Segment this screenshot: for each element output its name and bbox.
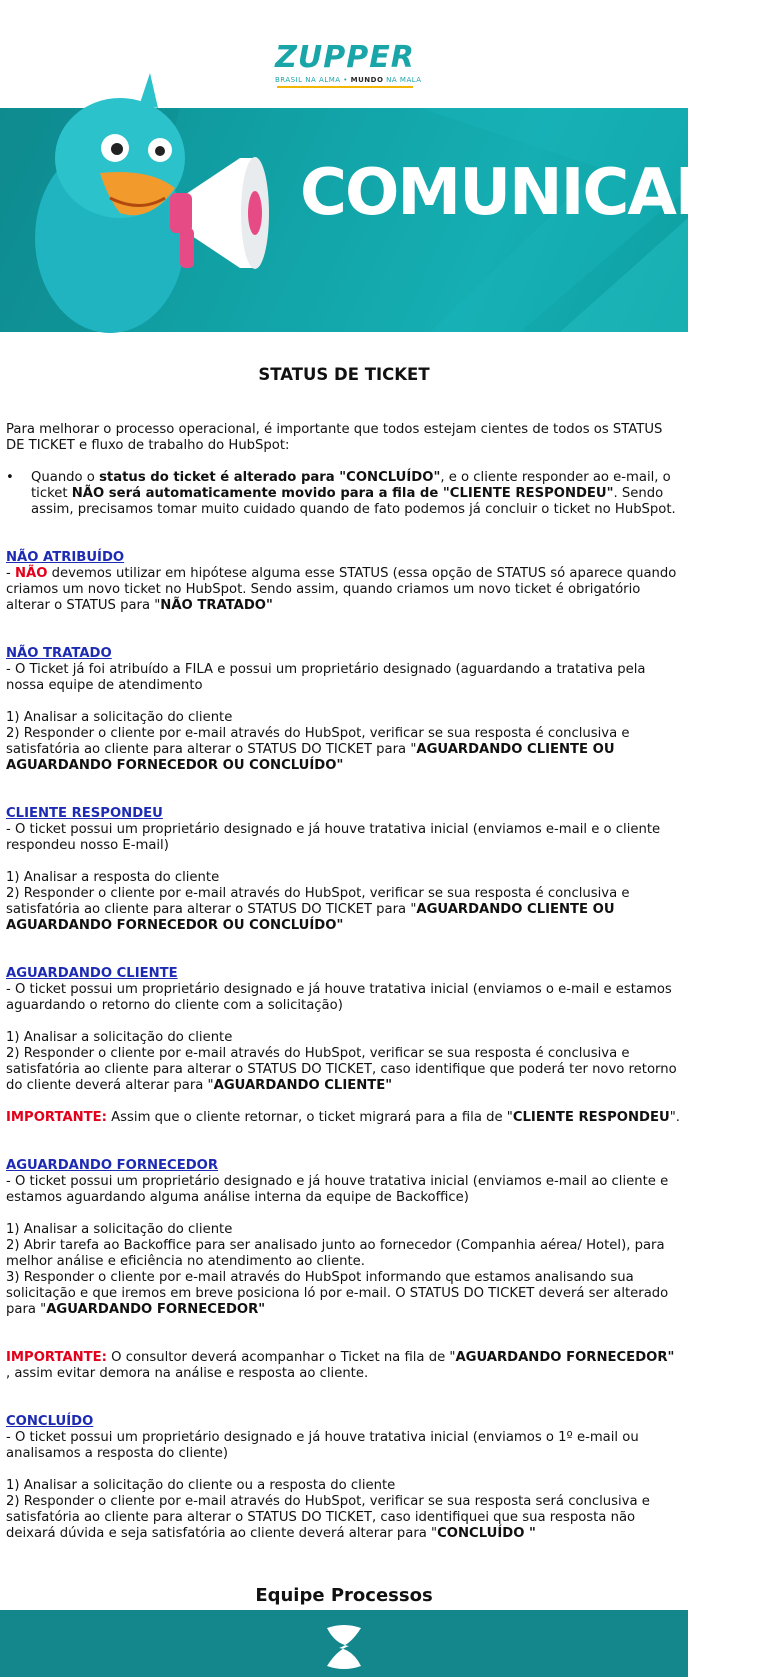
page-title: STATUS DE TICKET [258,365,430,384]
zupper-logo[interactable] [275,40,422,88]
concluido-step-2: 2) Responder o cliente por e-mail através do HubSpot, verificar se sua resposta será conclusiva e satisfatória ao cliente para alterar o STATUS DO TICKET, caso identifiquei que sua resposta não deixará dúvida e seja satisfatória ao cliente deverá alterar para "CONCLUÍDO " [6,1494,650,1541]
heading-nao-atribuido[interactable]: NÃO ATRIBUÍDO [6,550,125,565]
nao-tratado-step-2: 2) Responder o cliente por e-mail através do HubSpot, verificar se sua resposta é conclusiva e satisfatória ao cliente para alterar o STATUS DO TICKET para "AGUARDANDO CLIENTE OU AGUARDANDO FORNECEDOR OU CONCLUÍDO" [6,726,630,773]
nao-atribuido-text: - NÃO devemos utilizar em hipótese alguma esse STATUS (essa opção de STATUS só aparece quando criamos um novo ticket no HubSpot. Sendo assim, quando criamos um novo ticket é obrigatório alterar o STATUS para "NÃO TRATADO" [6,566,677,613]
announcement-banner [0,108,778,332]
logo-underline [277,86,413,88]
cliente-respondeu-step-2: 2) Responder o cliente por e-mail através do HubSpot, verificar se sua resposta é conclusiva e satisfatória ao cliente para alterar o STATUS DO TICKET para "AGUARDANDO CLIENTE OU AGUARDANDO FORNECEDOR OU CONCLUÍDO" [6,886,630,933]
aguardando-cliente-step-1: 1) Analisar a solicitação do cliente [6,1030,233,1045]
aguardando-cliente-important: IMPORTANTE: Assim que o cliente retornar, o ticket migrará para a fila de "CLIENTE RESPONDEU". [6,1110,680,1125]
zupper-z-logo-icon[interactable] [321,1622,367,1672]
cliente-respondeu-step-1: 1) Analisar a resposta do cliente [6,870,220,885]
heading-aguardando-cliente[interactable]: AGUARDANDO CLIENTE [6,966,178,981]
aguardando-fornecedor-step-2: 2) Abrir tarefa ao Backoffice para ser analisado junto ao fornecedor (Companhia aérea/ Hotel), para melhor análise e eficiência no atendimento ao cliente. [6,1238,665,1269]
concluido-desc: - O ticket possui um proprietário designado e já houve tratativa inicial (enviamos o 1º e-mail ou analisamos a resposta do cliente) [6,1430,639,1461]
aguardando-fornecedor-desc: - O ticket possui um proprietário designado e já houve tratativa inicial (enviamos e-mail ao cliente e estamos aguardando alguma análise interna da equipe de Backoffice) [6,1174,669,1205]
footer [0,1610,688,1677]
aguardando-fornecedor-step-3: 3) Responder o cliente por e-mail através do HubSpot informando que estamos analisando sua solicitação e que iremos em breve posiciona ló por e-mail. O STATUS DO TICKET deverá ser alterado para "AGUARDANDO FORNECEDOR" [6,1270,669,1317]
logo-tagline: BRASIL NA ALMA • MUNDO NA MALA [275,76,422,84]
nao-tratado-step-1: 1) Analisar a solicitação do cliente [6,710,233,725]
logo-wordmark: ZUPPER [275,40,415,75]
megaphone-icon [170,138,290,278]
heading-cliente-respondeu[interactable]: CLIENTE RESPONDEU [6,806,163,821]
bullet-dot-icon: • [6,470,14,485]
aguardando-fornecedor-important: IMPORTANTE: O consultor deverá acompanhar o Ticket na fila de "AGUARDANDO FORNECEDOR" , assim evitar demora na análise e resposta ao cliente. [6,1350,675,1381]
bullet-note: • Quando o status do ticket é alterado para "CONCLUÍDO", e o cliente responder ao e-mail, o ticket NÃO será automaticamente movido para a fila de "CLIENTE RESPONDEU". Sendo assim, precisamos tomar muito cuidado quando de fato podemos já concluir o ticket no HubSpot. [6,470,676,517]
cliente-respondeu-desc: - O ticket possui um proprietário designado e já houve tratativa inicial (enviamos e-mail e o cliente respondeu nosso E-mail) [6,822,661,853]
concluido-step-1: 1) Analisar a solicitação do cliente ou a resposta do cliente [6,1478,396,1493]
heading-aguardando-fornecedor[interactable]: AGUARDANDO FORNECEDOR [6,1158,219,1173]
article-body [6,422,682,1542]
nao-tratado-desc: - O Ticket já foi atribuído a FILA e possui um proprietário designado (aguardando a tratativa pela nossa equipe de atendimento [6,662,646,693]
aguardando-cliente-desc: - O ticket possui um proprietário designado e já houve tratativa inicial (enviamos o e-mail e estamos aguardando o retorno do cliente com a solicitação) [6,982,672,1013]
heading-concluido[interactable]: CONCLUÍDO [6,1414,94,1429]
aguardando-cliente-step-2: 2) Responder o cliente por e-mail através do HubSpot, verificar se sua resposta é conclusiva e satisfatória ao cliente para alterar o STATUS DO TICKET, caso identifique que poderá ter novo retorno do cliente deverá alterar para "AGUARDANDO CLIENTE" [6,1046,677,1093]
team-signature: Equipe Processos [255,1585,433,1606]
aguardando-fornecedor-step-1: 1) Analisar a solicitação do cliente [6,1222,233,1237]
intro-text: Para melhorar o processo operacional, é importante que todos estejam cientes de todos os STATUS DE TICKET e fluxo de trabalho do HubSpot: [6,422,663,453]
banner-title: COMUNICADO [300,156,778,230]
heading-nao-tratado[interactable]: NÃO TRATADO [6,646,112,661]
